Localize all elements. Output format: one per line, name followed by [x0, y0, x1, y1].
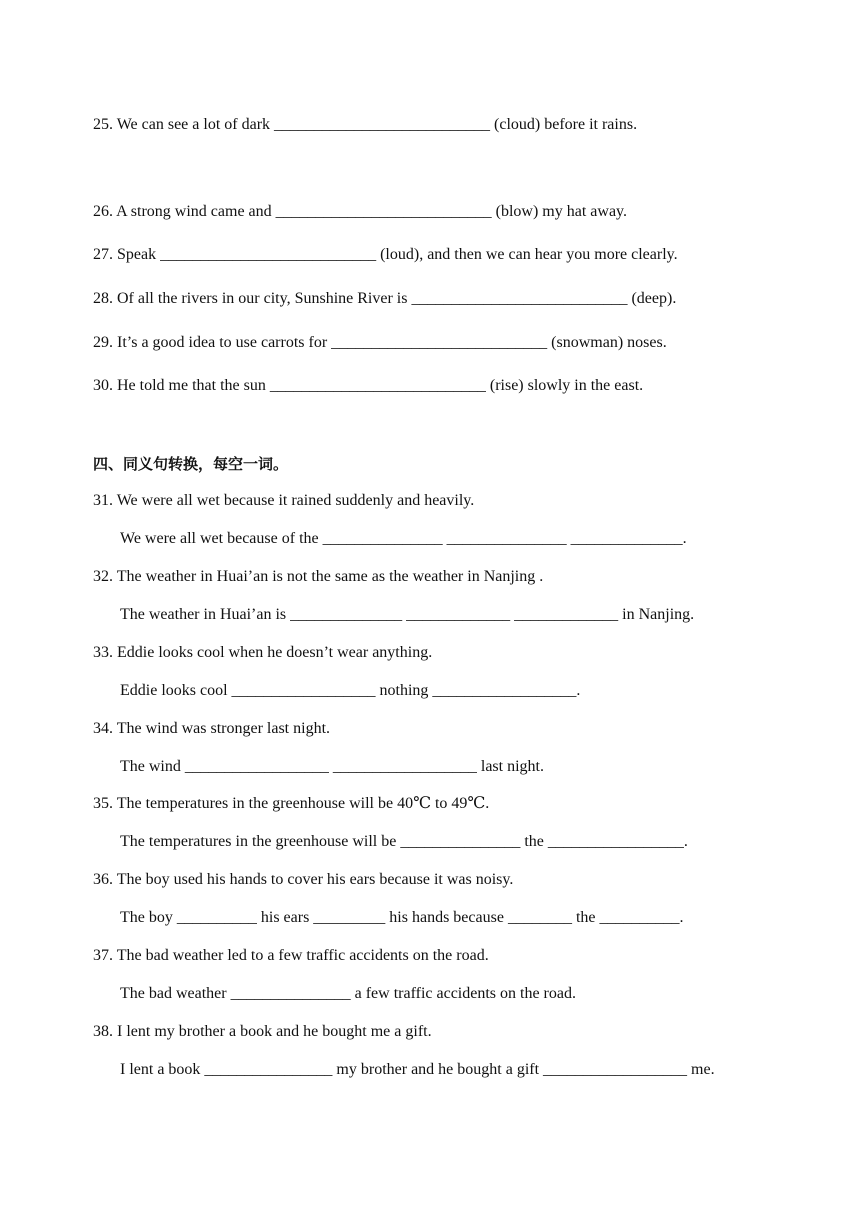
- question-33: [93, 643, 432, 663]
- question-number: 34.: [93, 720, 113, 737]
- question-35: [93, 794, 489, 814]
- question-31: [93, 491, 474, 511]
- original-sentence: The boy used his hands to cover his ears because it was noisy.: [116, 871, 514, 888]
- rewrite-sentence-34: The wind __________________ __________________ last night.: [120, 758, 544, 775]
- question-number: 35.: [93, 795, 113, 812]
- original-sentence: The weather in Huai’an is not the same as the weather in Nanjing .: [116, 568, 544, 585]
- original-sentence: The temperatures in the greenhouse will be 40℃ to 49℃.: [116, 795, 490, 812]
- question-37: [93, 946, 489, 966]
- original-sentence: The bad weather led to a few traffic accidents on the road.: [116, 947, 489, 964]
- question-number: 28.: [93, 290, 113, 307]
- question-38: [93, 1022, 432, 1042]
- rewrite-sentence-33: Eddie looks cool __________________ nothing __________________.: [120, 682, 581, 699]
- original-sentence: I lent my brother a book and he bought me a gift.: [117, 1023, 432, 1040]
- question-text: It’s a good idea to use carrots for ___________________________ (snowman) noses.: [117, 334, 667, 351]
- question-27: [93, 245, 678, 265]
- rewrite-sentence-36: The boy __________ his ears _________ his hands because ________ the __________.: [120, 909, 684, 926]
- rewrite-sentence-35: The temperatures in the greenhouse will be _______________ the _________________.: [120, 833, 688, 850]
- question-36: [93, 870, 513, 890]
- question-number: 25.: [93, 116, 113, 133]
- question-number: 37.: [93, 947, 113, 964]
- question-34: [93, 719, 330, 739]
- question-number: 26.: [93, 203, 113, 220]
- question-text: Speak ___________________________ (loud), and then we can hear you more clearly.: [117, 246, 678, 263]
- question-number: 31.: [93, 492, 113, 509]
- question-text: We can see a lot of dark ___________________________ (cloud) before it rains.: [116, 116, 638, 133]
- question-29: [93, 333, 667, 353]
- question-number: 38.: [93, 1023, 113, 1040]
- question-25: [93, 115, 637, 135]
- rewrite-sentence-31: We were all wet because of the _______________ _______________ ______________.: [120, 530, 687, 547]
- question-28: [93, 289, 676, 309]
- question-30: [93, 376, 643, 396]
- question-number: 36.: [93, 871, 113, 888]
- original-sentence: We were all wet because it rained suddenly and heavily.: [116, 492, 475, 509]
- original-sentence: Eddie looks cool when he doesn’t wear anything.: [117, 644, 433, 661]
- question-number: 29.: [93, 334, 113, 351]
- question-number: 30.: [93, 377, 113, 394]
- question-26: [93, 202, 627, 222]
- rewrite-sentence-32: The weather in Huai’an is ______________ _____________ _____________ in Nanjing.: [120, 606, 695, 623]
- question-number: 27.: [93, 246, 113, 263]
- rewrite-sentence-38: I lent a book ________________ my brother and he bought a gift __________________ me.: [120, 1061, 715, 1078]
- question-text: He told me that the sun ___________________________ (rise) slowly in the east.: [117, 377, 644, 394]
- original-sentence: The wind was stronger last night.: [116, 720, 331, 737]
- question-number: 33.: [93, 644, 113, 661]
- rewrite-sentence-37: The bad weather _______________ a few traffic accidents on the road.: [120, 985, 576, 1002]
- question-32: [93, 567, 543, 587]
- question-number: 32.: [93, 568, 113, 585]
- section-heading: 四、同义句转换，每空一词。: [93, 455, 289, 473]
- question-text: Of all the rivers in our city, Sunshine River is ___________________________ (deep).: [117, 290, 677, 307]
- question-text: A strong wind came and ___________________________ (blow) my hat away.: [116, 203, 628, 220]
